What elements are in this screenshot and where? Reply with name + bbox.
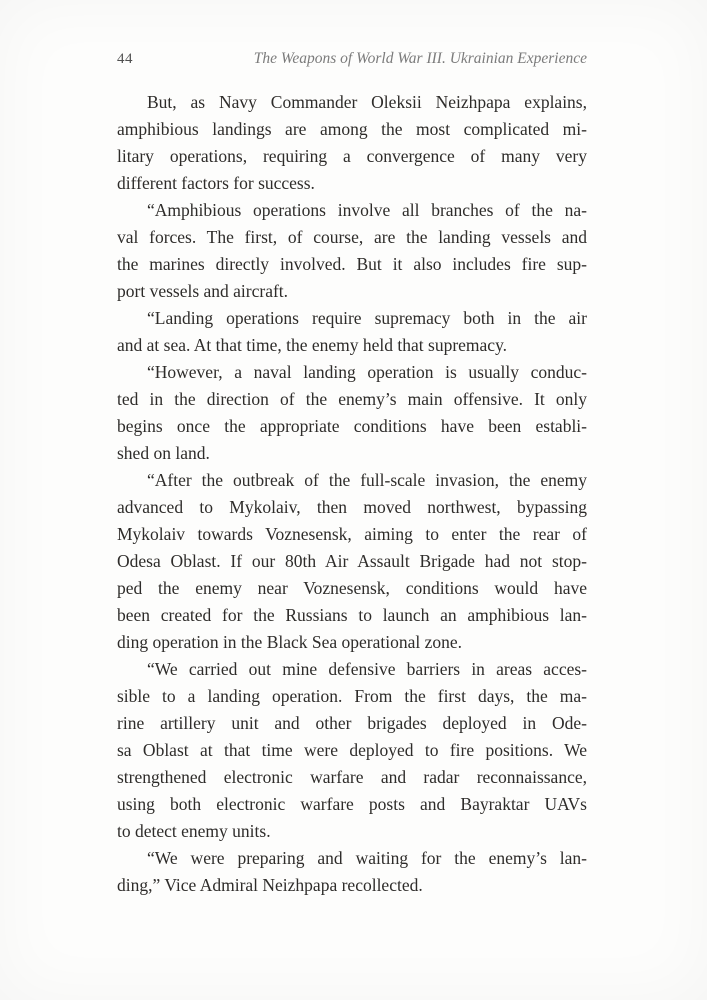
text-line: strengthened electronic warfare and radar reconnaissance, (117, 767, 587, 787)
page-number: 44 (117, 51, 133, 67)
text-line: “However, a naval landing operation is usually conduc- (147, 362, 587, 382)
text-line: But, as Navy Commander Oleksii Neizhpapa explains, (147, 92, 587, 112)
text-line: different factors for success. (117, 173, 315, 193)
text-line: been created for the Russians to launch an amphibious lan- (117, 605, 587, 625)
text-line: using both electronic warfare posts and Bayraktar UAVs (117, 794, 587, 814)
running-title: The Weapons of World War III. Ukrainian Experience (253, 50, 587, 67)
text-line: ted in the direction of the enemy’s main offensive. It only (117, 389, 587, 409)
text-line: litary operations, requiring a convergence of many very (117, 146, 587, 166)
text-line: Odesa Oblast. If our 80th Air Assault Brigade had not stop- (117, 551, 587, 571)
text-line: advanced to Mykolaiv, then moved northwest, bypassing (117, 497, 587, 517)
text-line: rine artillery unit and other brigades deployed in Ode- (117, 713, 587, 733)
paragraph (117, 845, 587, 899)
text-line: “After the outbreak of the full-scale invasion, the enemy (147, 470, 587, 490)
text-line: and at sea. At that time, the enemy held that supremacy. (117, 335, 508, 355)
text-line: sible to a landing operation. From the first days, the ma- (117, 686, 587, 706)
text-line: ding operation in the Black Sea operational zone. (117, 632, 463, 652)
text-line: “Landing operations require supremacy both in the air (147, 308, 587, 328)
page-header (117, 50, 587, 68)
paragraph (117, 467, 587, 656)
paragraph (117, 197, 587, 305)
text-line: ding,” Vice Admiral Neizhpapa recollected. (117, 875, 423, 895)
text-line: val forces. The first, of course, are the landing vessels and (117, 227, 587, 247)
text-line: amphibious landings are among the most complicated mi- (117, 119, 587, 139)
paragraph (117, 305, 587, 359)
paragraph (117, 89, 587, 197)
text-line: ped the enemy near Voznesensk, conditions would have (117, 578, 587, 598)
text-line: the marines directly involved. But it also includes fire sup- (117, 254, 587, 274)
text-line: “We were preparing and waiting for the enemy’s lan- (147, 848, 587, 868)
text-line: “Amphibious operations involve all branches of the na- (147, 200, 587, 220)
paragraph (117, 359, 587, 467)
paragraph (117, 656, 587, 845)
text-line: to detect enemy units. (117, 821, 271, 841)
text-line: port vessels and aircraft. (117, 281, 289, 301)
text-line: shed on land. (117, 443, 210, 463)
text-line: begins once the appropriate conditions have been establi- (117, 416, 587, 436)
text-line: sa Oblast at that time were deployed to fire positions. We (117, 740, 587, 760)
text-line: Mykolaiv towards Voznesensk, aiming to enter the rear of (117, 524, 587, 544)
page-body (117, 89, 587, 899)
text-line: “We carried out mine defensive barriers in areas acces- (147, 659, 587, 679)
